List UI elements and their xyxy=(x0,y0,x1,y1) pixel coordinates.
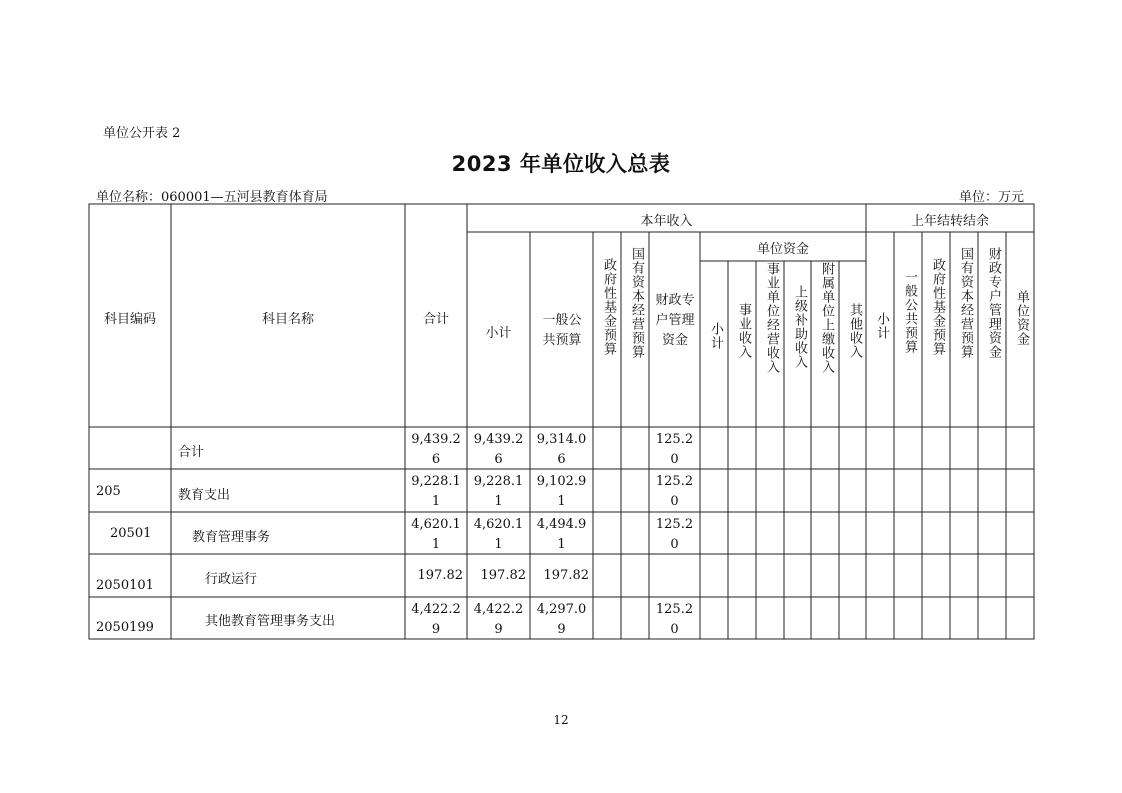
header-code: 科目编码 xyxy=(103,312,156,327)
header-fiscal-special: 财政专户管理资金 xyxy=(655,293,695,348)
cell-total: 4,422.2 9 xyxy=(411,602,461,637)
row-code: 2050101 xyxy=(96,578,154,593)
unit-name: 单位名称：060001—五河县教育体育局 xyxy=(96,190,328,205)
header-unit-funds: 单位资金 xyxy=(756,242,809,257)
cell-fiscal: 125.2 0 xyxy=(655,517,694,552)
cell-subtotal: 9,228.1 1 xyxy=(473,474,524,509)
header-current-year: 本年收入 xyxy=(640,214,693,229)
header-subtotal: 小计 xyxy=(485,326,512,341)
header-co-subtotal: 小计 xyxy=(874,312,889,340)
header-name: 科目名称 xyxy=(261,312,314,327)
cell-subtotal: 4,422.2 9 xyxy=(473,602,524,637)
header-co-gov-fund: 政府性基金预算 xyxy=(930,258,945,356)
header-state-capital: 国有资本经营预算 xyxy=(629,247,644,359)
cell-total: 4,620.1 1 xyxy=(411,517,461,552)
header-co-state-capital: 国有资本经营预算 xyxy=(958,247,973,359)
cell-subtotal: 9,439.2 6 xyxy=(473,432,524,467)
cell-total: 9,439.2 6 xyxy=(411,432,461,467)
header-general-budget: 一般公共预算 xyxy=(542,313,582,348)
cell-fiscal: 125.2 0 xyxy=(655,474,694,509)
cell-general: 197.82 xyxy=(543,568,589,583)
cell-general: 9,314.0 6 xyxy=(536,432,587,467)
cell-general: 4,297.0 9 xyxy=(536,602,587,637)
header-other-income: 其他收入 xyxy=(847,303,862,359)
row-name: 教育支出 xyxy=(178,488,231,503)
cell-fiscal: 125.2 0 xyxy=(655,602,694,637)
cell-general: 4,494.9 1 xyxy=(536,517,587,552)
row-name: 合计 xyxy=(178,445,205,460)
header-total: 合计 xyxy=(422,312,449,327)
form-label: 单位公开表 2 xyxy=(103,126,181,141)
row-name: 其他教育管理事务支出 xyxy=(205,614,336,629)
row-name: 教育管理事务 xyxy=(192,530,271,545)
header-unit-subtotal: 小计 xyxy=(708,322,723,350)
header-carryover: 上年结转结余 xyxy=(910,214,989,229)
row-code: 20501 xyxy=(110,526,152,541)
header-co-unit-funds: 单位资金 xyxy=(1014,290,1029,346)
unit-measure: 单位：万元 xyxy=(958,190,1024,205)
cell-general: 9,102.9 1 xyxy=(536,474,587,509)
header-co-general: 一般公共预算 xyxy=(902,270,917,354)
header-affiliated-income: 附属单位上缴收入 xyxy=(819,262,834,374)
cell-total: 197.82 xyxy=(417,568,463,583)
cell-fiscal: 125.2 0 xyxy=(655,432,694,467)
cell-subtotal: 4,620.1 1 xyxy=(473,517,524,552)
header-operating-income: 事业单位经营收入 xyxy=(764,262,779,374)
header-gov-fund: 政府性基金预算 xyxy=(601,258,616,356)
header-superior-subsidy: 上级补助收入 xyxy=(792,285,807,369)
page-title: 2023 年单位收入总表 xyxy=(451,152,671,176)
row-code: 205 xyxy=(96,484,121,499)
row-name: 行政运行 xyxy=(205,572,258,587)
row-code: 2050199 xyxy=(96,620,154,635)
cell-subtotal: 197.82 xyxy=(480,568,526,583)
cell-total: 9,228.1 1 xyxy=(411,474,461,509)
page-number: 12 xyxy=(553,713,569,727)
header-business-income: 事业收入 xyxy=(736,303,751,359)
header-co-fiscal-special: 财政专户管理资金 xyxy=(986,247,1001,359)
